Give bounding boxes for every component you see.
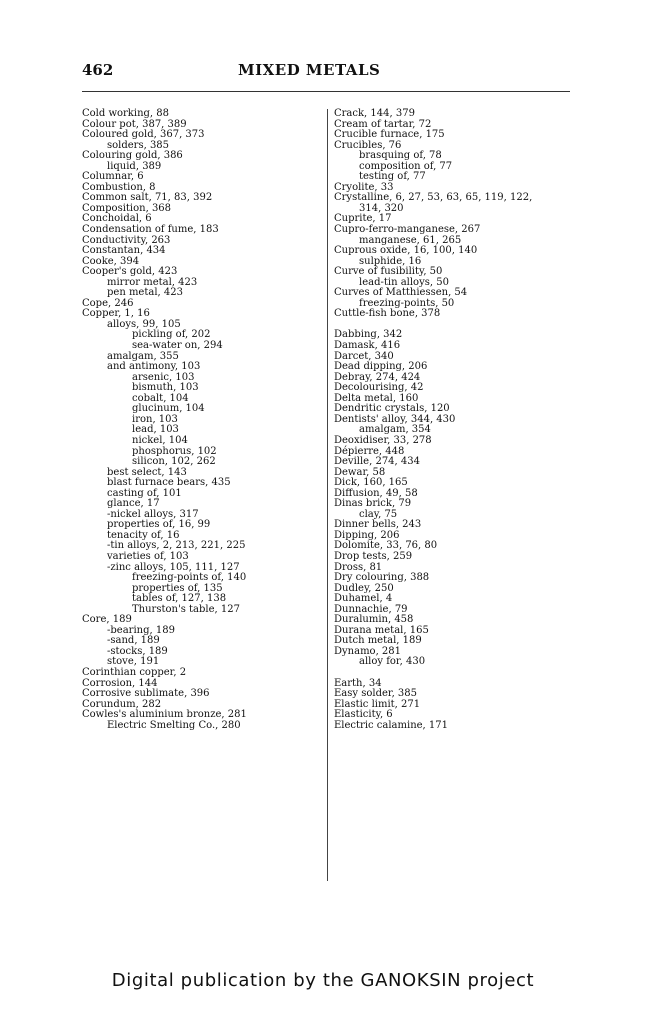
- index-entry: 314, 320: [359, 202, 404, 214]
- index-entry: Cooper's gold, 423: [82, 266, 178, 278]
- index-entry: Dynamo, 281: [334, 645, 402, 657]
- index-subentry: testing of, 77: [359, 171, 426, 183]
- index-subentry: cobalt, 104: [132, 392, 189, 404]
- index-entry: Debray, 274, 424: [334, 371, 421, 383]
- index-entry: Colouring gold, 386: [82, 150, 183, 162]
- index-entry: Common salt, 71, 83, 392: [82, 192, 213, 204]
- index-subentry: properties of, 16, 99: [107, 519, 211, 531]
- index-subentry: casting of, 101: [107, 487, 182, 499]
- index-subentry: nickel, 104: [132, 434, 188, 446]
- index-entry: Dabbing, 342: [334, 329, 403, 341]
- index-subentry: lead-tin alloys, 50: [359, 276, 449, 288]
- index-entry: Dead dipping, 206: [334, 361, 428, 373]
- header-rule: [82, 91, 570, 92]
- index-subentry: and antimony, 103: [107, 361, 201, 373]
- index-subentry: freezing-points of, 140: [132, 572, 247, 584]
- index-entry: Cuttle-fish bone, 378: [334, 308, 441, 320]
- index-subentry: glucinum, 104: [132, 403, 205, 415]
- index-entry: Cope, 246: [82, 297, 134, 309]
- running-title: MIXED METALS: [238, 61, 381, 79]
- index-entry: Dentists' alloy, 344, 430: [334, 413, 456, 425]
- index-entry: Dick, 160, 165: [334, 477, 408, 489]
- index-entry: Delta metal, 160: [334, 392, 419, 404]
- index-subentry: -tin alloys, 2, 213, 221, 225: [107, 540, 246, 552]
- index-entry: Duhamel, 4: [334, 593, 393, 605]
- index-entry: Dinas brick, 79: [334, 498, 412, 510]
- index-entry: Deoxidiser, 33, 278: [334, 434, 432, 446]
- index-subentry: alloys, 99, 105: [107, 318, 181, 330]
- index-subentry: composition of, 77: [359, 160, 453, 172]
- index-entry: Damask, 416: [334, 340, 401, 352]
- index-subentry: alloy for, 430: [359, 656, 426, 668]
- index-entry: Darcet, 340: [334, 350, 394, 362]
- index-subentry: -zinc alloys, 105, 111, 127: [107, 561, 240, 573]
- index-entry: Drop tests, 259: [334, 550, 413, 562]
- index-subentry: iron, 103: [132, 413, 178, 425]
- index-entry: Conductivity, 263: [82, 234, 171, 246]
- index-entry: Easy solder, 385: [334, 688, 418, 700]
- index-entry: Durana metal, 165: [334, 624, 429, 636]
- index-subentry: -nickel alloys, 317: [107, 508, 199, 520]
- index-entry: Cuprous oxide, 16, 100, 140: [334, 245, 478, 257]
- index-subentry: amalgam, 354: [359, 424, 431, 436]
- index-subentry: clay, 75: [359, 508, 398, 520]
- index-subentry: blast furnace bears, 435: [107, 477, 231, 489]
- index-entry: Dépierre, 448: [334, 445, 405, 457]
- index-entry: Conchoidal, 6: [82, 213, 152, 225]
- index-subentry: brasquing of, 78: [359, 150, 442, 162]
- index-entry: Dudley, 250: [334, 582, 394, 594]
- index-entry: Diffusion, 49, 58: [334, 487, 418, 499]
- index-column-left: [82, 109, 322, 731]
- index-entry: Curves of Matthiessen, 54: [334, 287, 468, 299]
- index-subentry: silicon, 102, 262: [132, 456, 216, 468]
- index-entry: Dolomite, 33, 76, 80: [334, 540, 438, 552]
- footer-credit: Digital publication by the GANOKSIN project: [111, 970, 535, 991]
- index-subentry: sea-water on, 294: [132, 340, 223, 352]
- index-entry: Corinthian copper, 2: [82, 666, 187, 678]
- index-subentry: properties of, 135: [132, 582, 223, 594]
- index-subentry: -bearing, 189: [107, 624, 175, 636]
- index-entry: Coloured gold, 367, 373: [82, 129, 205, 141]
- index-column-right: [334, 109, 574, 731]
- index-entry: Cryolite, 33: [334, 181, 394, 193]
- index-entry: Composition, 368: [82, 202, 172, 214]
- index-entry: Cowles's aluminium bronze, 281: [82, 709, 247, 721]
- index-subentry: liquid, 389: [107, 160, 162, 172]
- index-subentry: freezing-points, 50: [359, 297, 455, 309]
- index-subentry: varieties of, 103: [107, 550, 189, 562]
- index-subentry: sulphide, 16: [359, 255, 422, 267]
- index-subentry: Electric Smelting Co., 280: [107, 719, 241, 731]
- letter-group-gap: [334, 668, 574, 679]
- index-subentry: mirror metal, 423: [107, 276, 198, 288]
- index-entry: Crucible furnace, 175: [334, 129, 445, 141]
- index-entry: Core, 189: [82, 614, 132, 626]
- index-entry: Cold working, 88: [82, 108, 169, 119]
- index-subentry: manganese, 61, 265: [359, 234, 462, 246]
- index-entry: Duralumin, 458: [334, 614, 414, 626]
- index-entry: Crystalline, 6, 27, 53, 63, 65, 119, 122,: [334, 192, 533, 204]
- index-entry: Combustion, 8: [82, 181, 156, 193]
- index-entry: Crack, 144, 379: [334, 108, 415, 119]
- page-number: 462: [82, 61, 114, 79]
- index-entry: Crucibles, 76: [334, 139, 402, 151]
- index-subentry: -stocks, 189: [107, 645, 168, 657]
- index-entry: Elasticity, 6: [334, 709, 393, 721]
- index-entry: Colour pot, 387, 389: [82, 118, 187, 130]
- index-subentry: amalgam, 355: [107, 350, 179, 362]
- index-entry: Dinner bells, 243: [334, 519, 422, 531]
- index-subentry: best select, 143: [107, 466, 187, 478]
- index-entry: Dross, 81: [334, 561, 383, 573]
- index-entry: Cupro-ferro-manganese, 267: [334, 224, 481, 236]
- index-subentry: tenacity of, 16: [107, 529, 180, 541]
- index-entry: Cuprite, 17: [334, 213, 392, 225]
- index-entry: Decolourising, 42: [334, 382, 424, 394]
- index-subentry: solders, 385: [107, 139, 170, 151]
- index-subentry: lead, 103: [132, 424, 179, 436]
- index-entry: Elastic limit, 271: [334, 698, 421, 710]
- index-entry: Corrosive sublimate, 396: [82, 688, 210, 700]
- column-divider: [327, 109, 328, 881]
- index-entry: Earth, 34: [334, 677, 382, 689]
- index-entry: Dunnachie, 79: [334, 603, 408, 615]
- index-entry: Constantan, 434: [82, 245, 166, 257]
- index-entry: Dutch metal, 189: [334, 635, 422, 647]
- index-subentry: -sand, 189: [107, 635, 160, 647]
- index-entry: Columnar, 6: [82, 171, 144, 183]
- index-entry: Dry colouring, 388: [334, 572, 430, 584]
- index-entry: Electric calamine, 171: [334, 719, 448, 731]
- index-entry: Condensation of fume, 183: [82, 224, 219, 236]
- index-entry: Dewar, 58: [334, 466, 386, 478]
- index-entry: Cream of tartar, 72: [334, 118, 432, 130]
- index-subentry: arsenic, 103: [132, 371, 195, 383]
- index-entry: Curve of fusibility, 50: [334, 266, 443, 278]
- index-subentry: phosphorus, 102: [132, 445, 217, 457]
- index-entry: Cooke, 394: [82, 255, 140, 267]
- index-entry: Corundum, 282: [82, 698, 162, 710]
- index-entry: Corrosion, 144: [82, 677, 158, 689]
- index-subentry: tables of, 127, 138: [132, 593, 227, 605]
- index-entry: Dendritic crystals, 120: [334, 403, 450, 415]
- index-subentry: pickling of, 202: [132, 329, 211, 341]
- index-subentry: bismuth, 103: [132, 382, 199, 394]
- index-entry: Dipping, 206: [334, 529, 400, 541]
- index-entry: Copper, 1, 16: [82, 308, 150, 320]
- index-subentry: Thurston's table, 127: [132, 603, 240, 615]
- index-subentry: glance, 17: [107, 498, 160, 510]
- index-subentry: stove, 191: [107, 656, 160, 668]
- index-entry: Deville, 274, 434: [334, 456, 420, 468]
- index-subentry: pen metal, 423: [107, 287, 183, 299]
